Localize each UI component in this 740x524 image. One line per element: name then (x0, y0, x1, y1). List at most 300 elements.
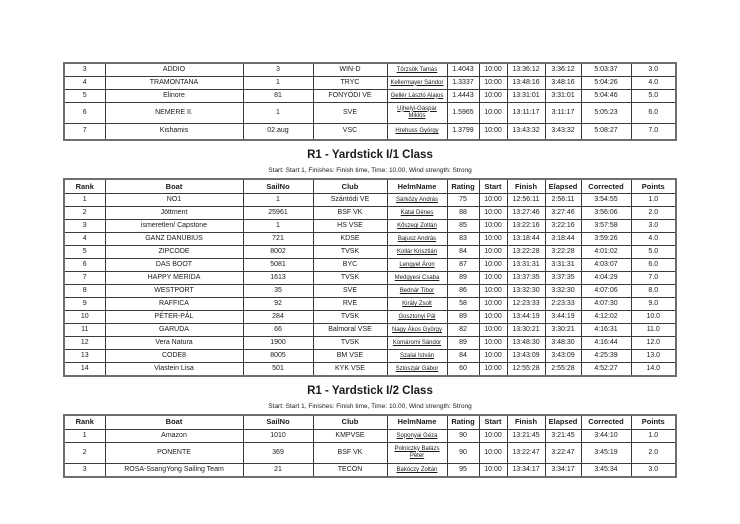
cell-rating: 82 (447, 324, 479, 337)
cell-boat: CODE8 (105, 350, 243, 363)
cell-points: 4.0 (631, 76, 676, 89)
cell-elapsed: 3:43:32 (545, 123, 581, 140)
cell-boat: PÉTER-PÁL (105, 311, 243, 324)
table-row (64, 194, 676, 207)
cell-finish: 13:37:35 (507, 272, 545, 285)
cell-elapsed: 3:21:45 (545, 429, 581, 442)
cell-boat: GARUDA (105, 324, 243, 337)
cell-finish: 13:44:19 (507, 311, 545, 324)
helm-name-link[interactable]: Szloszjár Gábor (395, 365, 439, 372)
table-row (64, 89, 676, 102)
helm-name-link[interactable]: Király Zsolt (402, 301, 432, 307)
cell-club: KMPVSE (313, 429, 387, 442)
table-row (64, 429, 676, 442)
helm-name-link[interactable]: Hrehuss György (395, 128, 439, 135)
cell-helmname (387, 442, 447, 463)
cell-finish: 13:27:46 (507, 207, 545, 220)
cell-finish: 13:22:28 (507, 246, 545, 259)
cell-sailno: 1010 (243, 429, 313, 442)
cell-points: 3.0 (631, 220, 676, 233)
cell-helmname (387, 272, 447, 285)
cell-rank: 7 (64, 123, 105, 140)
cell-start: 10:00 (479, 429, 507, 442)
helm-name-link[interactable]: Törzsök Tamás (396, 66, 438, 73)
cell-club: TECON (313, 463, 387, 477)
cell-corrected: 4:12:02 (581, 311, 631, 324)
cell-rank: 10 (64, 311, 105, 324)
cell-helmname (387, 220, 447, 233)
cell-elapsed: 3:44:19 (545, 311, 581, 324)
helm-name-link[interactable]: Soponyai Géza (396, 432, 438, 439)
cell-sailno: 66 (243, 324, 313, 337)
table-row (64, 123, 676, 140)
cell-rating: 84 (447, 246, 479, 259)
cell-start: 10:00 (479, 442, 507, 463)
cell-rank: 6 (64, 102, 105, 123)
cell-rank: 4 (64, 233, 105, 246)
cell-start: 10:00 (479, 246, 507, 259)
cell-helmname (387, 324, 447, 337)
cell-sailno: 35 (243, 285, 313, 298)
cell-elapsed: 2:55:28 (545, 363, 581, 376)
table-row (64, 76, 676, 89)
cell-sailno: 369 (243, 442, 313, 463)
cell-elapsed: 3:43:09 (545, 350, 581, 363)
column-header-sailno: SailNo (243, 415, 313, 430)
cell-rank: 3 (64, 463, 105, 477)
cell-boat: PONENTE (105, 442, 243, 463)
table-row (64, 463, 676, 477)
cell-helmname (387, 259, 447, 272)
cell-sailno: 5081 (243, 259, 313, 272)
cell-rating: 89 (447, 311, 479, 324)
section-subtitle-yardstick-i1: Start: Start 1, Finishes: Finish time, Time: 10.00, Wind strength: Strong (268, 167, 472, 174)
cell-corrected: 5:05:23 (581, 102, 631, 123)
cell-corrected: 4:01:02 (581, 246, 631, 259)
cell-start: 10:00 (479, 89, 507, 102)
results-table-continued (63, 62, 677, 141)
cell-elapsed: 3:34:17 (545, 463, 581, 477)
cell-helmname (387, 246, 447, 259)
cell-boat: Kishamis (105, 123, 243, 140)
cell-rank: 2 (64, 207, 105, 220)
cell-rating: 1.3799 (447, 123, 479, 140)
cell-elapsed: 3:18:44 (545, 233, 581, 246)
cell-points: 3.0 (631, 463, 676, 477)
helm-name-link[interactable]: Bajusz András (397, 236, 437, 242)
table-row (64, 259, 676, 272)
table-row (64, 220, 676, 233)
cell-sailno: 8005 (243, 350, 313, 363)
cell-helmname (387, 463, 447, 477)
helm-name-link[interactable]: Nagy Ákos György (391, 327, 443, 333)
cell-elapsed: 2:23:33 (545, 298, 581, 311)
cell-elapsed: 3:48:16 (545, 76, 581, 89)
cell-rating: 85 (447, 220, 479, 233)
cell-helmname (387, 285, 447, 298)
cell-sailno: 81 (243, 89, 313, 102)
cell-finish: 13:43:09 (507, 350, 545, 363)
cell-elapsed: 3:22:28 (545, 246, 581, 259)
table-row (64, 337, 676, 350)
cell-finish: 12:56:11 (507, 194, 545, 207)
column-header-finish: Finish (507, 179, 545, 194)
cell-corrected: 4:52:27 (581, 363, 631, 376)
cell-helmname (387, 89, 447, 102)
cell-boat: TRAMONTANA (105, 76, 243, 89)
cell-helmname (387, 337, 447, 350)
cell-corrected: 5:08:27 (581, 123, 631, 140)
cell-points: 5.0 (631, 246, 676, 259)
cell-finish: 13:22:47 (507, 442, 545, 463)
cell-start: 10:00 (479, 350, 507, 363)
cell-boat: ZIPCODE (105, 246, 243, 259)
cell-club: BYC (313, 259, 387, 272)
cell-points: 1.0 (631, 194, 676, 207)
cell-elapsed: 3:11:17 (545, 102, 581, 123)
cell-sailno: 02.aug (243, 123, 313, 140)
cell-corrected: 4:16:31 (581, 324, 631, 337)
cell-corrected: 5:04:46 (581, 89, 631, 102)
helm-name-link[interactable]: Medgyesi Csaba (394, 275, 440, 281)
cell-boat: Amazon (105, 429, 243, 442)
cell-rating: 90 (447, 429, 479, 442)
section-title-yardstick-i1: R1 - Yardstick I/1 Class (307, 149, 433, 161)
cell-helmname (387, 123, 447, 140)
cell-finish: 13:36:12 (507, 63, 545, 76)
column-header-club: Club (313, 415, 387, 430)
cell-start: 10:00 (479, 194, 507, 207)
cell-finish: 13:30:21 (507, 324, 545, 337)
table-row (64, 442, 676, 463)
cell-rating: 86 (447, 285, 479, 298)
cell-rating: 1.5965 (447, 102, 479, 123)
cell-rank: 12 (64, 337, 105, 350)
helm-name-link[interactable]: Kellermayer Sándor (390, 79, 444, 86)
cell-boat: WESTPORT (105, 285, 243, 298)
cell-club: TVSK (313, 272, 387, 285)
cell-corrected: 5:03:37 (581, 63, 631, 76)
cell-club: Balmoral VSE (313, 324, 387, 337)
cell-club: HS VSE (313, 220, 387, 233)
cell-points: 12.0 (631, 337, 676, 350)
cell-start: 10:00 (479, 463, 507, 477)
cell-corrected: 3:59:26 (581, 233, 631, 246)
cell-sailno: 1613 (243, 272, 313, 285)
table-row (64, 207, 676, 220)
cell-finish: 12:23:33 (507, 298, 545, 311)
cell-finish: 13:31:01 (507, 89, 545, 102)
cell-corrected: 4:25:39 (581, 350, 631, 363)
helm-name-link[interactable]: Kőszegi Zoltán (397, 223, 437, 229)
cell-sailno: 3 (243, 63, 313, 76)
cell-helmname (387, 363, 447, 376)
cell-club: VSC (313, 123, 387, 140)
cell-boat: ismeretlen/ Capstone (105, 220, 243, 233)
cell-rating: 1.4043 (447, 63, 479, 76)
cell-rating: 87 (447, 259, 479, 272)
cell-finish: 13:48:16 (507, 76, 545, 89)
cell-sailno: 1 (243, 76, 313, 89)
cell-rank: 14 (64, 363, 105, 376)
cell-points: 10.0 (631, 311, 676, 324)
cell-points: 6.0 (631, 102, 676, 123)
cell-start: 10:00 (479, 311, 507, 324)
table-row (64, 285, 676, 298)
cell-club: SVE (313, 285, 387, 298)
helm-name-link[interactable]: Kollár Krisztián (396, 249, 437, 255)
cell-start: 10:00 (479, 76, 507, 89)
cell-rank: 1 (64, 194, 105, 207)
cell-club: RVE (313, 298, 387, 311)
cell-corrected: 4:07:06 (581, 285, 631, 298)
cell-rank: 5 (64, 89, 105, 102)
column-header-points: Points (631, 415, 676, 430)
column-header-finish: Finish (507, 415, 545, 430)
cell-corrected: 3:54:55 (581, 194, 631, 207)
cell-club: TVSK (313, 311, 387, 324)
cell-corrected: 4:04:29 (581, 272, 631, 285)
cell-sailno: 1 (243, 194, 313, 207)
cell-elapsed: 3:27:46 (545, 207, 581, 220)
cell-boat: GANZ DANUBIUS (105, 233, 243, 246)
cell-sailno: 1 (243, 220, 313, 233)
cell-rank: 13 (64, 350, 105, 363)
cell-rank: 2 (64, 442, 105, 463)
cell-rank: 5 (64, 246, 105, 259)
cell-club: FONYÓDI VE (313, 89, 387, 102)
cell-start: 10:00 (479, 123, 507, 140)
cell-corrected: 3:44:10 (581, 429, 631, 442)
cell-start: 10:00 (479, 233, 507, 246)
cell-rating: 88 (447, 207, 479, 220)
helm-name-link[interactable]: Bakóczy Zoltán (396, 466, 438, 473)
cell-club: WIN-D (313, 63, 387, 76)
cell-helmname (387, 102, 447, 123)
cell-start: 10:00 (479, 285, 507, 298)
cell-elapsed: 3:22:16 (545, 220, 581, 233)
cell-finish: 13:22:16 (507, 220, 545, 233)
cell-finish: 13:34:17 (507, 463, 545, 477)
cell-start: 10:00 (479, 324, 507, 337)
cell-rating: 58 (447, 298, 479, 311)
cell-club: SVE (313, 102, 387, 123)
cell-corrected: 3:45:34 (581, 463, 631, 477)
cell-finish: 13:21:45 (507, 429, 545, 442)
cell-elapsed: 2:56:11 (545, 194, 581, 207)
cell-rank: 9 (64, 298, 105, 311)
helm-name-link[interactable]: Kátai Dénes (400, 210, 434, 216)
cell-boat: DAS BOOT (105, 259, 243, 272)
cell-corrected: 3:57:58 (581, 220, 631, 233)
cell-boat: Vera Natura (105, 337, 243, 350)
cell-sailno: 21 (243, 463, 313, 477)
cell-sailno: 8002 (243, 246, 313, 259)
cell-rank: 3 (64, 63, 105, 76)
cell-start: 10:00 (479, 259, 507, 272)
cell-rating: 1.3337 (447, 76, 479, 89)
cell-rating: 84 (447, 350, 479, 363)
cell-rating: 75 (447, 194, 479, 207)
cell-corrected: 4:07:30 (581, 298, 631, 311)
cell-boat: Viastein Lisa (105, 363, 243, 376)
table-row (64, 350, 676, 363)
cell-rank: 3 (64, 220, 105, 233)
cell-points: 1.0 (631, 429, 676, 442)
cell-rank: 4 (64, 76, 105, 89)
cell-points: 4.0 (631, 233, 676, 246)
cell-points: 7.0 (631, 123, 676, 140)
cell-helmname (387, 76, 447, 89)
cell-elapsed: 3:31:01 (545, 89, 581, 102)
cell-finish: 13:18:44 (507, 233, 545, 246)
cell-elapsed: 3:32:30 (545, 285, 581, 298)
cell-start: 10:00 (479, 220, 507, 233)
helm-name-link[interactable]: Komáromi Sándor (392, 340, 442, 346)
column-header-points: Points (631, 179, 676, 194)
cell-finish: 13:48:30 (507, 337, 545, 350)
table-row (64, 102, 676, 123)
cell-rating: 89 (447, 272, 479, 285)
column-header-sailno: SailNo (243, 179, 313, 194)
cell-points: 2.0 (631, 207, 676, 220)
helm-name-link[interactable]: Ujhelyi-Gáspár Miklós (397, 105, 437, 119)
column-header-start: Start (479, 179, 507, 194)
column-header-boat: Boat (105, 415, 243, 430)
section-title-yardstick-i2: R1 - Yardstick I/2 Class (307, 384, 433, 397)
helm-name-link[interactable]: Gosztonyi Pál (398, 314, 436, 320)
cell-points: 13.0 (631, 350, 676, 363)
column-header-helmname: HelmName (387, 179, 447, 194)
column-header-corrected: Corrected (581, 415, 631, 430)
table-row (64, 363, 676, 376)
cell-helmname (387, 298, 447, 311)
cell-boat: Jöttment (105, 207, 243, 220)
column-header-club: Club (313, 179, 387, 194)
helm-name-link[interactable]: Bednár Tibor (399, 288, 435, 294)
cell-rank: 7 (64, 272, 105, 285)
column-header-corrected: Corrected (581, 179, 631, 194)
cell-points: 5.0 (631, 89, 676, 102)
table-row (64, 298, 676, 311)
column-header-start: Start (479, 415, 507, 430)
table-row (64, 246, 676, 259)
cell-finish: 13:32:30 (507, 285, 545, 298)
results-table-yardstick-i1 (63, 178, 677, 377)
cell-helmname (387, 350, 447, 363)
cell-helmname (387, 194, 447, 207)
cell-corrected: 3:45:19 (581, 442, 631, 463)
cell-club: TVSK (313, 337, 387, 350)
cell-corrected: 4:16:44 (581, 337, 631, 350)
cell-elapsed: 3:31:31 (545, 259, 581, 272)
cell-boat: NO1 (105, 194, 243, 207)
cell-sailno: 92 (243, 298, 313, 311)
cell-rating: 60 (447, 363, 479, 376)
cell-elapsed: 3:37:35 (545, 272, 581, 285)
column-header-elapsed: Elapsed (545, 415, 581, 430)
cell-club: KYK VSE (313, 363, 387, 376)
cell-points: 14.0 (631, 363, 676, 376)
cell-start: 10:00 (479, 363, 507, 376)
column-header-rating: Rating (447, 415, 479, 430)
cell-sailno: 25961 (243, 207, 313, 220)
header-row (64, 415, 676, 430)
cell-club: TRYC (313, 76, 387, 89)
cell-rank: 1 (64, 429, 105, 442)
cell-club: TVSK (313, 246, 387, 259)
cell-club: BSF VK (313, 442, 387, 463)
cell-club: KDSE (313, 233, 387, 246)
cell-rank: 11 (64, 324, 105, 337)
cell-boat: NEMERE II. (105, 102, 243, 123)
cell-helmname (387, 429, 447, 442)
cell-points: 6.0 (631, 259, 676, 272)
column-header-rank: Rank (64, 415, 105, 430)
cell-finish: 12:55:28 (507, 363, 545, 376)
cell-points: 3.0 (631, 63, 676, 76)
cell-rating: 90 (447, 442, 479, 463)
cell-points: 8.0 (631, 285, 676, 298)
column-header-elapsed: Elapsed (545, 179, 581, 194)
helm-name-link[interactable]: Gellér László Alajos (390, 92, 444, 99)
cell-finish: 13:43:32 (507, 123, 545, 140)
column-header-rank: Rank (64, 179, 105, 194)
cell-finish: 13:11:17 (507, 102, 545, 123)
cell-start: 10:00 (479, 102, 507, 123)
cell-boat: ADDIO (105, 63, 243, 76)
cell-rank: 6 (64, 259, 105, 272)
cell-corrected: 3:56:06 (581, 207, 631, 220)
cell-start: 10:00 (479, 207, 507, 220)
cell-elapsed: 3:30:21 (545, 324, 581, 337)
results-table-yardstick-i2 (63, 414, 677, 479)
table-row (64, 272, 676, 285)
column-header-rating: Rating (447, 179, 479, 194)
cell-helmname (387, 207, 447, 220)
cell-rating: 89 (447, 337, 479, 350)
cell-points: 9.0 (631, 298, 676, 311)
cell-points: 7.0 (631, 272, 676, 285)
cell-club: BM VSE (313, 350, 387, 363)
cell-sailno: 284 (243, 311, 313, 324)
cell-points: 11.0 (631, 324, 676, 337)
cell-sailno: 1900 (243, 337, 313, 350)
cell-boat: ROSA-SsangYong Sailing Team (105, 463, 243, 477)
column-header-boat: Boat (105, 179, 243, 194)
helm-name-link[interactable]: Lengyel Áron (399, 262, 435, 268)
cell-sailno: 1 (243, 102, 313, 123)
cell-rating: 95 (447, 463, 479, 477)
header-row (64, 179, 676, 194)
cell-elapsed: 3:48:30 (545, 337, 581, 350)
cell-elapsed: 3:22:47 (545, 442, 581, 463)
cell-start: 10:00 (479, 298, 507, 311)
helm-name-link[interactable]: Polniczky Balázs Péter (394, 445, 440, 459)
cell-rank: 8 (64, 285, 105, 298)
helm-name-link[interactable]: Szalai István (399, 353, 435, 359)
cell-helmname (387, 311, 447, 324)
cell-helmname (387, 63, 447, 76)
table-row (64, 324, 676, 337)
helm-name-link[interactable]: Sárközy András (395, 197, 439, 203)
cell-start: 10:00 (479, 272, 507, 285)
table-row (64, 63, 676, 76)
cell-club: Szántódi VE (313, 194, 387, 207)
section-subtitle-yardstick-i2: Start: Start 1, Finishes: Finish time, Time: 10.00, Wind strength: Strong (268, 402, 472, 410)
cell-sailno: 721 (243, 233, 313, 246)
cell-rating: 83 (447, 233, 479, 246)
